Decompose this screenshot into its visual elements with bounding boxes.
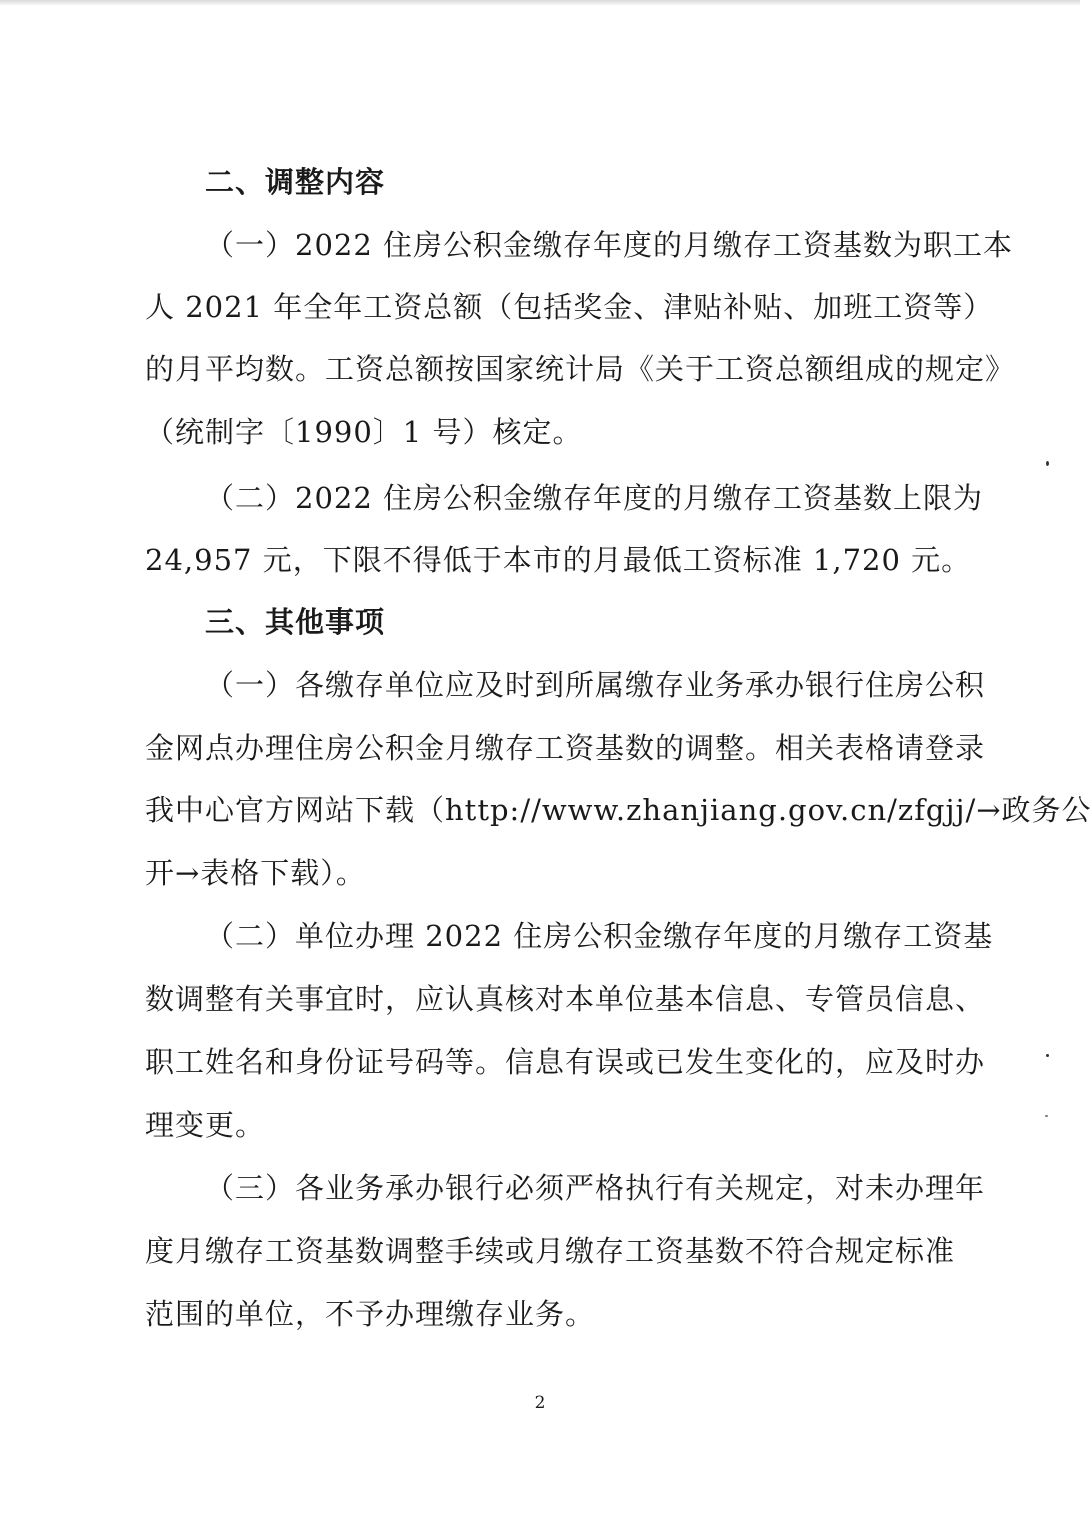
paragraph-line: （一）2022 住房公积金缴存年度的月缴存工资基数为职工本	[205, 228, 1014, 262]
paragraph-line: 理变更。	[145, 1108, 266, 1142]
paragraph-line: 职工姓名和身份证号码等。信息有误或已发生变化的，应及时办	[145, 1045, 986, 1079]
paragraph-line: 范围的单位，不予办理缴存业务。	[145, 1297, 596, 1331]
paragraph-line: 数调整有关事宜时，应认真核对本单位基本信息、专管员信息、	[145, 982, 986, 1016]
paragraph-line: 金网点办理住房公积金月缴存工资基数的调整。相关表格请登录	[145, 731, 986, 765]
paragraph-line: （二）单位办理 2022 住房公积金缴存年度的月缴存工资基	[205, 919, 994, 953]
paragraph-line: （一）各缴存单位应及时到所属缴存业务承办银行住房公积	[205, 668, 986, 702]
paragraph-line: 度月缴存工资基数调整手续或月缴存工资基数不符合规定标准	[145, 1234, 956, 1268]
paragraph-line: 人 2021 年全年工资总额（包括奖金、津贴补贴、加班工资等）	[145, 290, 994, 324]
paragraph-line: （二）2022 住房公积金缴存年度的月缴存工资基数上限为	[205, 481, 984, 515]
scan-speck	[1045, 1115, 1048, 1117]
scan-top-edge	[0, 0, 1080, 6]
paragraph-line: 我中心官方网站下载（http://www.zhanjiang.gov.cn/zfgjj/→政务公	[145, 793, 1092, 827]
paragraph-line: （统制字〔1990〕1 号）核定。	[145, 415, 583, 449]
paragraph-line: （三）各业务承办银行必须严格执行有关规定，对未办理年	[205, 1171, 986, 1205]
section-heading-adjustment: 二、调整内容	[205, 165, 386, 199]
scan-speck	[1046, 461, 1049, 466]
page-number: 2	[534, 1393, 546, 1413]
paragraph-line: 开→表格下载）。	[145, 856, 366, 890]
paragraph-line: 24,957 元，下限不得低于本市的月最低工资标准 1,720 元。	[145, 543, 972, 577]
paragraph-line: 的月平均数。工资总额按国家统计局《关于工资总额组成的规定》	[145, 352, 1016, 386]
scan-speck	[1046, 1054, 1049, 1057]
section-heading-other-matters: 三、其他事项	[205, 605, 386, 639]
